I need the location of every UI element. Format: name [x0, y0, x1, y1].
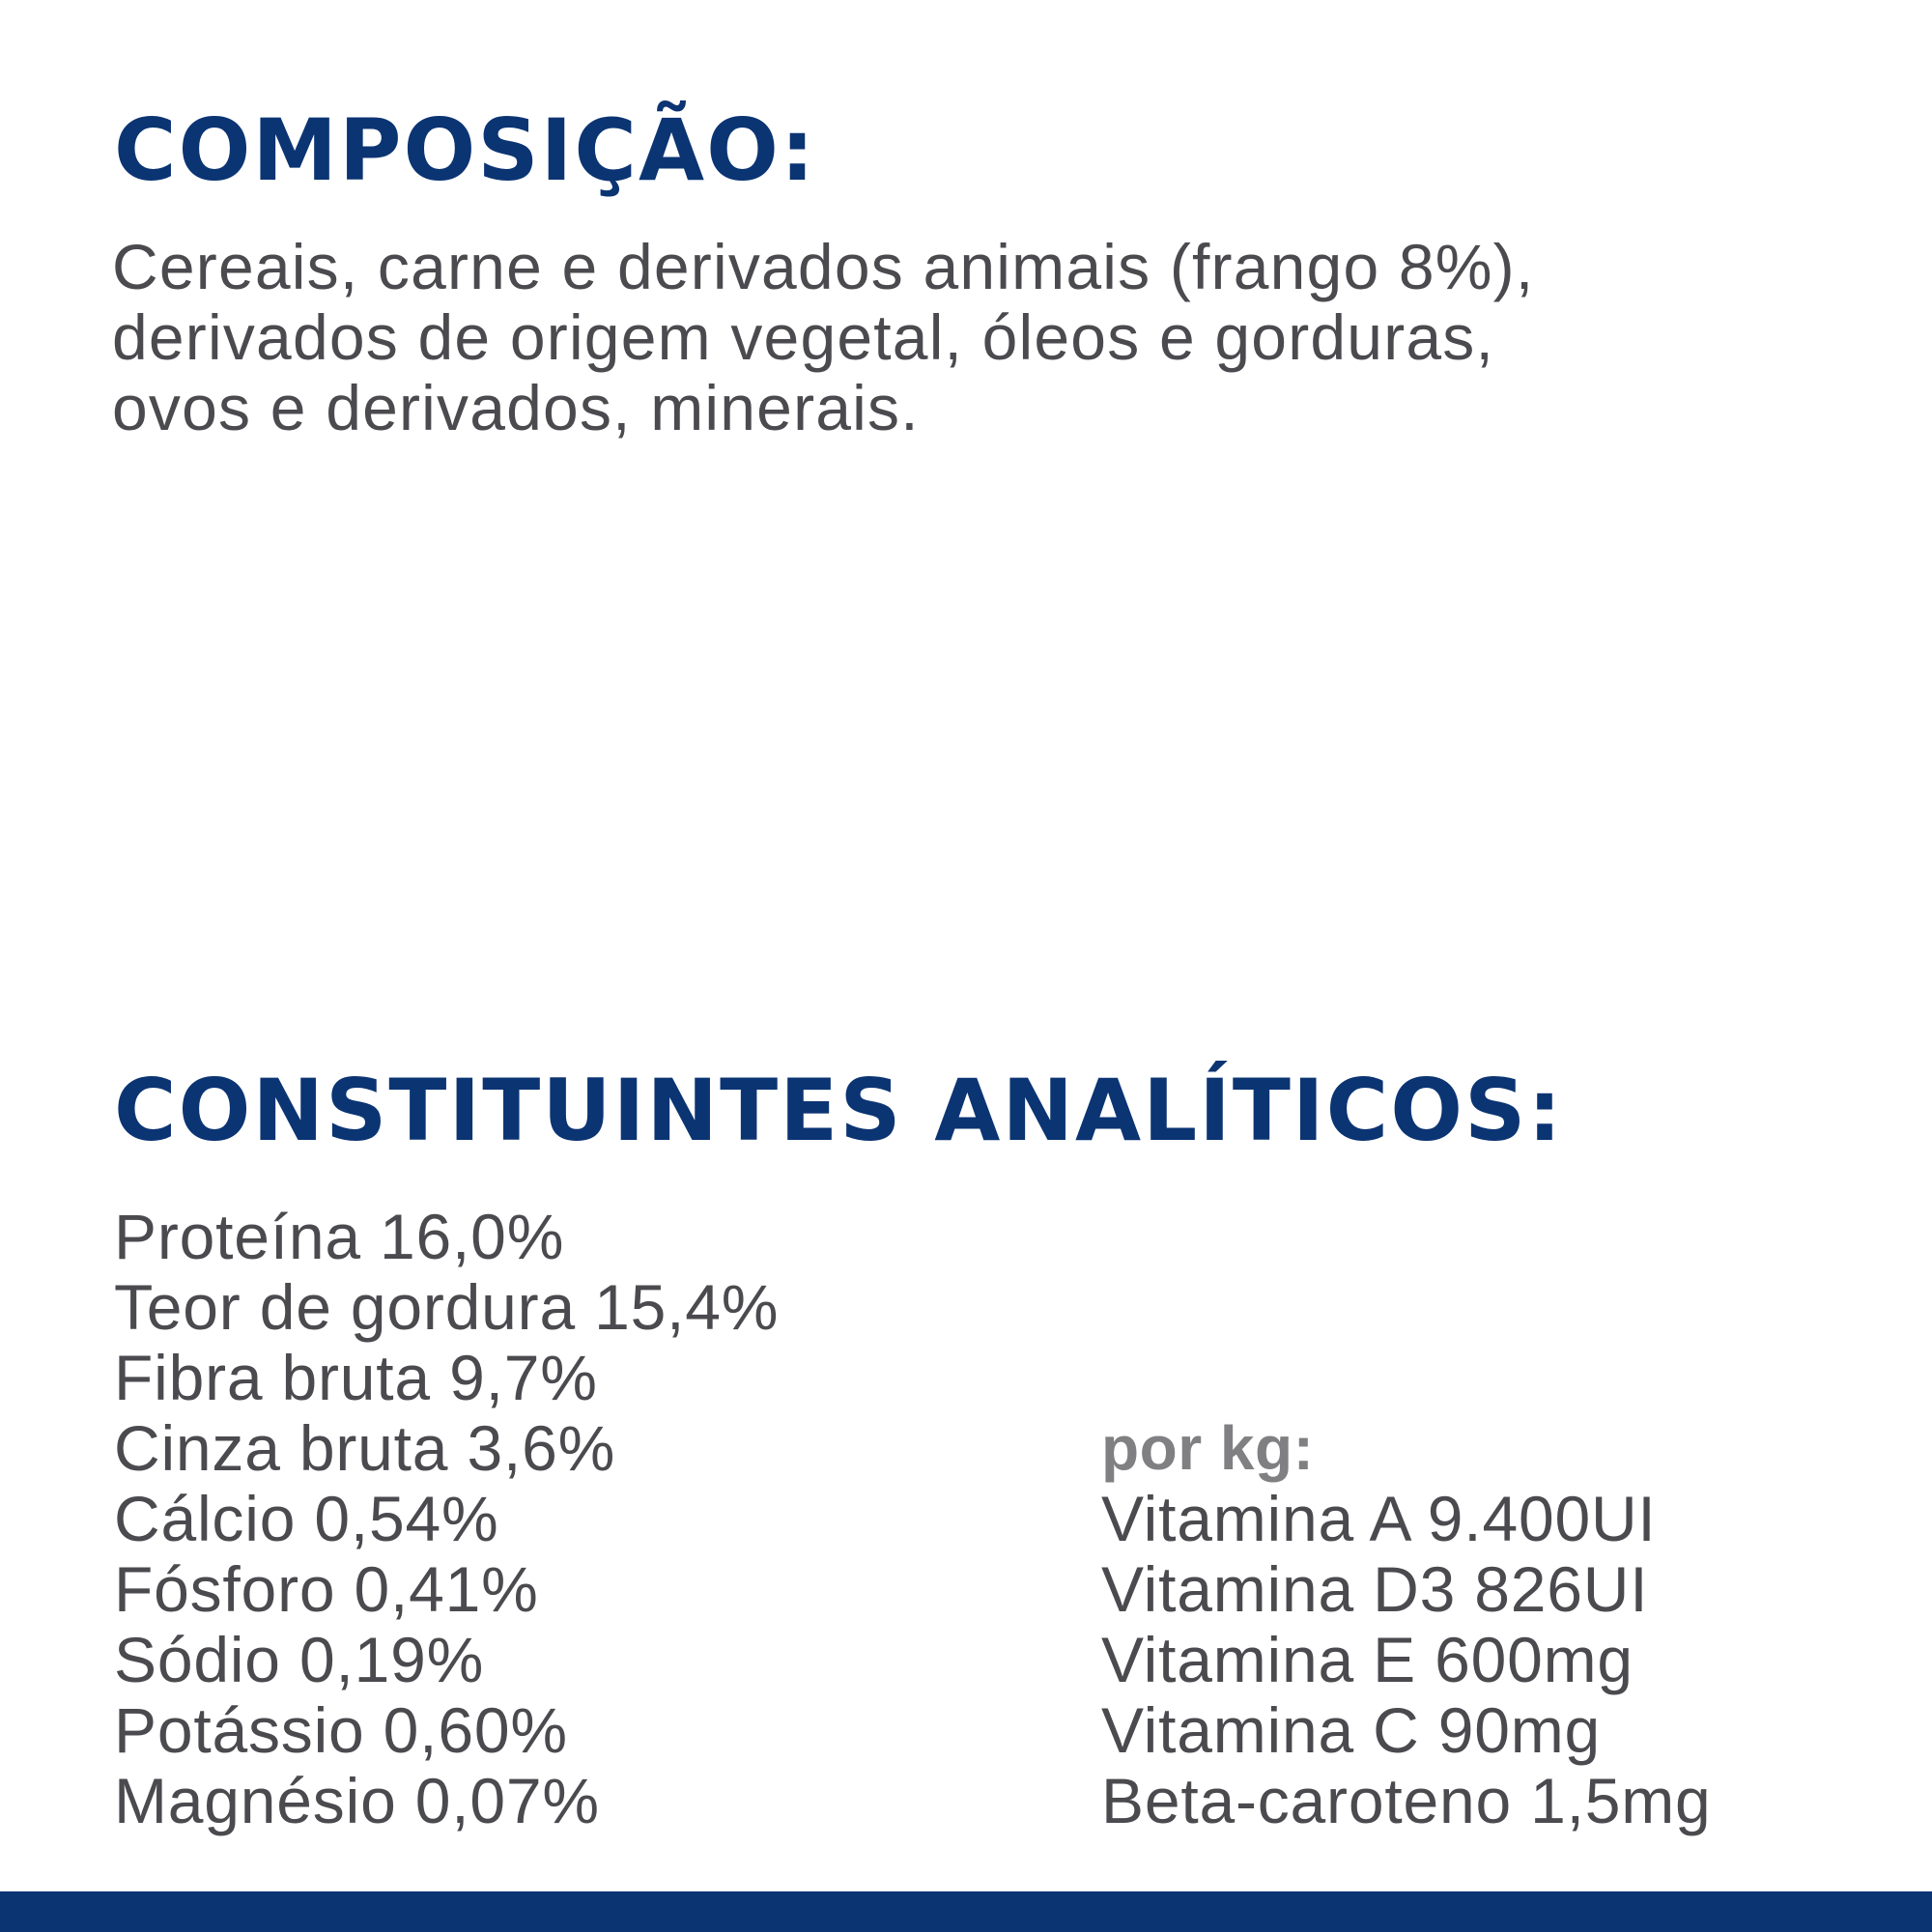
- list-item: Vitamina A 9.400UI: [1101, 1483, 1657, 1554]
- composition-text: [112, 232, 1832, 443]
- composition-line: Cereais, carne e derivados animais (frango 8%),: [112, 231, 1535, 302]
- list-item: Fibra bruta 9,7%: [114, 1342, 598, 1413]
- list-item: Proteína 16,0%: [114, 1201, 565, 1272]
- composition-heading: COMPOSIÇÃO:: [114, 100, 817, 200]
- per-kg-list: [1101, 1413, 1712, 1836]
- list-item: Vitamina D3 826UI: [1101, 1553, 1649, 1625]
- list-item: Beta-caroteno 1,5mg: [1101, 1765, 1712, 1836]
- list-item: Teor de gordura 15,4%: [114, 1271, 780, 1343]
- per-kg-label: por kg:: [1101, 1413, 1315, 1483]
- list-item: Cinza bruta 3,6%: [114, 1412, 616, 1484]
- list-item: Fósforo 0,41%: [114, 1553, 539, 1625]
- constituents-heading: CONSTITUINTES ANALÍTICOS:: [114, 1061, 1564, 1160]
- list-item: Vitamina C 90mg: [1101, 1694, 1602, 1766]
- bottom-bar: [0, 1891, 1932, 1932]
- list-item: Cálcio 0,54%: [114, 1483, 499, 1554]
- composition-line: derivados de origem vegetal, óleos e gorduras,: [112, 301, 1495, 373]
- composition-line: ovos e derivados, minerais.: [112, 372, 920, 443]
- analytical-constituents-list: [114, 1202, 779, 1836]
- list-item: Vitamina E 600mg: [1101, 1624, 1634, 1695]
- list-item: Sódio 0,19%: [114, 1624, 485, 1695]
- list-item: Magnésio 0,07%: [114, 1765, 600, 1836]
- list-item: Potássio 0,60%: [114, 1694, 568, 1766]
